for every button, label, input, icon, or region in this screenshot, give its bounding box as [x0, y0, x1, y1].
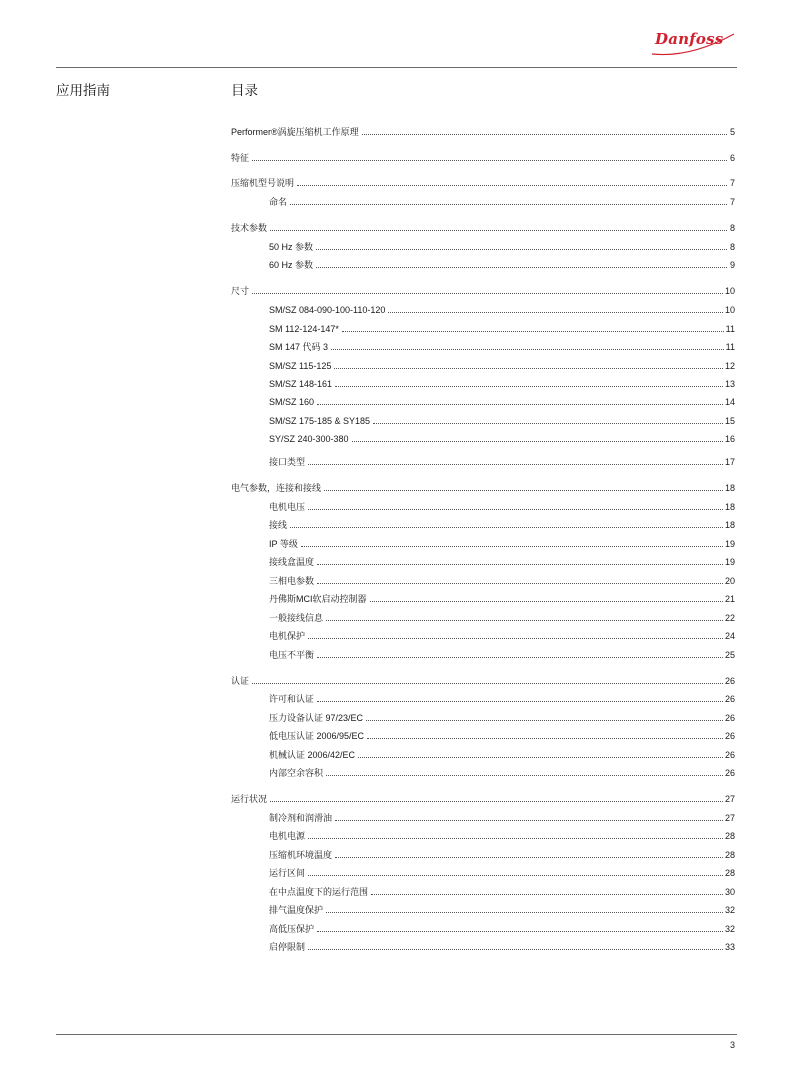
toc-entry-page: 18 [724, 520, 735, 530]
dot-leader [317, 700, 723, 702]
toc-entry[interactable] [231, 283, 735, 297]
toc-entry-title: 接线盒温度 [269, 557, 315, 567]
toc-entry-page: 30 [724, 887, 735, 897]
dot-leader [388, 311, 723, 313]
toc-entry-page: 26 [724, 750, 735, 760]
toc-entry-page: 5 [729, 127, 735, 137]
dot-leader [308, 637, 723, 639]
dot-leader [290, 526, 723, 528]
toc-subentry[interactable] [269, 376, 735, 390]
toc-entry-page: 18 [724, 483, 735, 493]
toc-entry-title: 电机电压 [269, 502, 306, 512]
toc-entry-page: 28 [724, 868, 735, 878]
dot-leader [331, 348, 724, 350]
toc-entry-page: 11 [725, 342, 735, 352]
toc-entry-title: 接线 [269, 520, 288, 530]
toc-entry-page: 24 [724, 631, 735, 641]
toc-entry-page: 28 [724, 831, 735, 841]
dot-leader [308, 874, 723, 876]
toc-subentry[interactable] [269, 499, 735, 513]
dot-leader [326, 911, 723, 913]
toc-entry-title: 运行状况 [231, 794, 268, 804]
toc-entry-page: 12 [724, 361, 735, 371]
toc-subentry[interactable] [269, 321, 735, 335]
dot-leader [308, 837, 723, 839]
dot-leader [308, 948, 723, 950]
dot-leader [342, 330, 724, 332]
dot-leader [370, 600, 723, 602]
dot-leader [316, 266, 727, 268]
dot-leader [317, 930, 723, 932]
toc-entry-title: 高低压保护 [269, 924, 315, 934]
toc-entry-title: 运行区间 [269, 868, 306, 878]
toc-entry-title: 一般接线信息 [269, 613, 324, 623]
toc-entry[interactable] [231, 175, 735, 189]
toc-entry[interactable] [231, 480, 735, 494]
toc-entry-page: 26 [724, 694, 735, 704]
dot-leader [317, 582, 723, 584]
toc-subentry[interactable] [269, 810, 735, 824]
toc-entry-page: 18 [724, 502, 735, 512]
toc-subentry[interactable] [269, 339, 735, 353]
toc-entry-page: 11 [725, 324, 735, 334]
toc-entry[interactable] [231, 150, 735, 164]
toc-entry-title: 内部空余容积 [269, 768, 324, 778]
toc-entry-page: 32 [724, 905, 735, 915]
toc-subentry[interactable] [269, 828, 735, 842]
toc-subentry[interactable] [269, 302, 735, 316]
dot-leader [301, 545, 723, 547]
toc-entry-page: 22 [724, 613, 735, 623]
toc-entry-page: 33 [724, 942, 735, 952]
brand-name: Danfoss [655, 30, 724, 48]
dot-leader [252, 682, 723, 684]
dot-leader [252, 159, 727, 161]
toc-subentry[interactable] [269, 939, 735, 953]
toc-entry-page: 10 [724, 305, 735, 315]
toc-entry-page: 26 [724, 768, 735, 778]
section-label: 应用指南 [56, 83, 110, 98]
toc-subentry[interactable] [269, 747, 735, 761]
toc-entry-title: 电机保护 [269, 631, 306, 641]
toc-entry-title: SM/SZ 115-125 [269, 361, 332, 371]
toc-entry-page: 26 [724, 676, 735, 686]
dot-leader [335, 856, 723, 858]
toc-entry-title: 电压不平衡 [269, 650, 315, 660]
toc-entry-title: 压力设备认证 97/23/EC [269, 713, 364, 723]
page-title: 目录 [231, 83, 258, 98]
dot-leader [358, 756, 723, 758]
dot-leader [326, 774, 723, 776]
dot-leader [270, 800, 723, 802]
toc-subentry[interactable] [269, 847, 735, 861]
toc-subentry[interactable] [269, 628, 735, 642]
toc-subentry[interactable] [269, 194, 735, 208]
page-number: 3 [729, 1040, 735, 1050]
toc-entry-page: 21 [724, 594, 735, 604]
toc-entry-title: 丹佛斯MCI软启动控制器 [269, 594, 367, 604]
dot-leader [308, 508, 723, 510]
toc-entry-title: SM 112-124-147* [269, 324, 339, 334]
toc-entry-title: SM 147 代码 3 [269, 342, 329, 352]
toc-entry-title: 电机电源 [269, 831, 306, 841]
toc-entry-page: 32 [724, 924, 735, 934]
dot-leader [252, 292, 723, 294]
toc-entry-page: 26 [724, 713, 735, 723]
toc-entry-page: 10 [724, 286, 735, 296]
toc-subentry[interactable] [269, 647, 735, 661]
toc-entry-page: 28 [724, 850, 735, 860]
toc-entry-page: 13 [724, 379, 735, 389]
header-divider [56, 67, 737, 68]
toc-entry-page: 6 [729, 153, 735, 163]
toc-subentry[interactable] [269, 902, 735, 916]
toc-subentry[interactable] [269, 765, 735, 779]
toc-subentry[interactable] [269, 431, 735, 445]
toc-entry-page: 9 [729, 260, 735, 270]
toc-entry-page: 14 [724, 397, 735, 407]
toc-subentry[interactable] [269, 921, 735, 935]
toc-subentry[interactable] [269, 394, 735, 408]
toc-subentry[interactable] [269, 413, 735, 427]
dot-leader [373, 422, 723, 424]
dot-leader [352, 440, 723, 442]
toc-entry-title: 技术参数 [231, 223, 268, 233]
toc-entry-title: 压缩机型号说明 [231, 178, 295, 188]
toc-entry-page: 17 [724, 457, 735, 467]
dot-leader [334, 367, 723, 369]
dot-leader [317, 403, 723, 405]
toc-entry-page: 20 [724, 576, 735, 586]
toc-subentry[interactable] [269, 610, 735, 624]
toc-entry-page: 19 [724, 539, 735, 549]
dot-leader [335, 819, 723, 821]
dot-leader [326, 619, 723, 621]
dot-leader [316, 248, 727, 250]
toc-entry-title: 接口类型 [269, 457, 306, 467]
toc-entry[interactable] [231, 673, 735, 687]
toc-entry-title: 60 Hz 参数 [269, 260, 314, 270]
toc-entry-page: 26 [724, 731, 735, 741]
toc-subentry[interactable] [269, 591, 735, 605]
toc-entry-title: 50 Hz 参数 [269, 242, 314, 252]
toc-subentry[interactable] [269, 239, 735, 253]
toc-entry-title: 机械认证 2006/42/EC [269, 750, 356, 760]
toc-entry-title: 许可和认证 [269, 694, 315, 704]
toc-entry-title: 在中点温度下的运行范围 [269, 887, 369, 897]
toc-entry-title: 排气温度保护 [269, 905, 324, 915]
toc-entry-title: 尺寸 [231, 286, 250, 296]
toc-entry-title: 特征 [231, 153, 250, 163]
dot-leader [308, 463, 723, 465]
dot-leader [270, 229, 727, 231]
toc-entry-title: 电气参数，连接和接线 [231, 483, 322, 493]
dot-leader [317, 563, 723, 565]
toc-entry-title: Performer®涡旋压缩机工作原理 [231, 127, 359, 137]
toc-entry-title: SM/SZ 160 [269, 397, 315, 407]
toc-entry-page: 8 [729, 223, 735, 233]
toc-entry[interactable] [231, 220, 735, 234]
dot-leader [324, 489, 723, 491]
toc-subentry[interactable] [269, 691, 735, 705]
dot-leader [317, 656, 723, 658]
toc-entry-title: 压缩机环境温度 [269, 850, 333, 860]
toc-entry[interactable] [231, 124, 735, 138]
toc-subentry[interactable] [269, 573, 735, 587]
dot-leader [367, 737, 723, 739]
dot-leader [297, 184, 727, 186]
toc-entry-title: 低电压认证 2006/95/EC [269, 731, 365, 741]
dot-leader [335, 385, 723, 387]
toc-entry-title: IP 等级 [269, 539, 298, 549]
toc-subentry[interactable] [269, 884, 735, 898]
toc-entry-title: 认证 [231, 676, 250, 686]
toc-entry-page: 7 [729, 178, 735, 188]
toc-entry-page: 15 [724, 416, 735, 426]
footer-divider [56, 1034, 737, 1035]
toc-entry-page: 16 [724, 434, 735, 444]
toc-entry-title: SM/SZ 084-090-100-110-120 [269, 305, 386, 315]
toc-entry-page: 25 [724, 650, 735, 660]
toc-subentry[interactable] [269, 517, 735, 531]
toc-entry-title: 启停限制 [269, 942, 306, 952]
toc-subentry[interactable] [269, 454, 735, 468]
toc-entry-title: SY/SZ 240-300-380 [269, 434, 349, 444]
dot-leader [371, 893, 723, 895]
dot-leader [362, 133, 727, 135]
toc-entry-page: 7 [729, 197, 735, 207]
toc-entry-title: 三相电参数 [269, 576, 315, 586]
toc-subentry[interactable] [269, 865, 735, 879]
toc-entry-page: 27 [724, 794, 735, 804]
toc-subentry[interactable] [269, 710, 735, 724]
toc-entry-title: SM/SZ 148-161 [269, 379, 333, 389]
toc-entry-title: SM/SZ 175-185 & SY185 [269, 416, 371, 426]
toc-subentry[interactable] [269, 536, 735, 550]
toc-subentry[interactable] [269, 257, 735, 271]
toc-entry-page: 27 [724, 813, 735, 823]
toc-entry[interactable] [231, 791, 735, 805]
toc-subentry[interactable] [269, 554, 735, 568]
dot-leader [366, 719, 723, 721]
toc-subentry[interactable] [269, 358, 735, 372]
toc-entry-page: 19 [724, 557, 735, 567]
toc-entry-page: 8 [729, 242, 735, 252]
dot-leader [290, 203, 727, 205]
toc-entry-title: 命名 [269, 197, 288, 207]
toc-subentry[interactable] [269, 728, 735, 742]
toc-entry-title: 制冷剂和润滑油 [269, 813, 333, 823]
